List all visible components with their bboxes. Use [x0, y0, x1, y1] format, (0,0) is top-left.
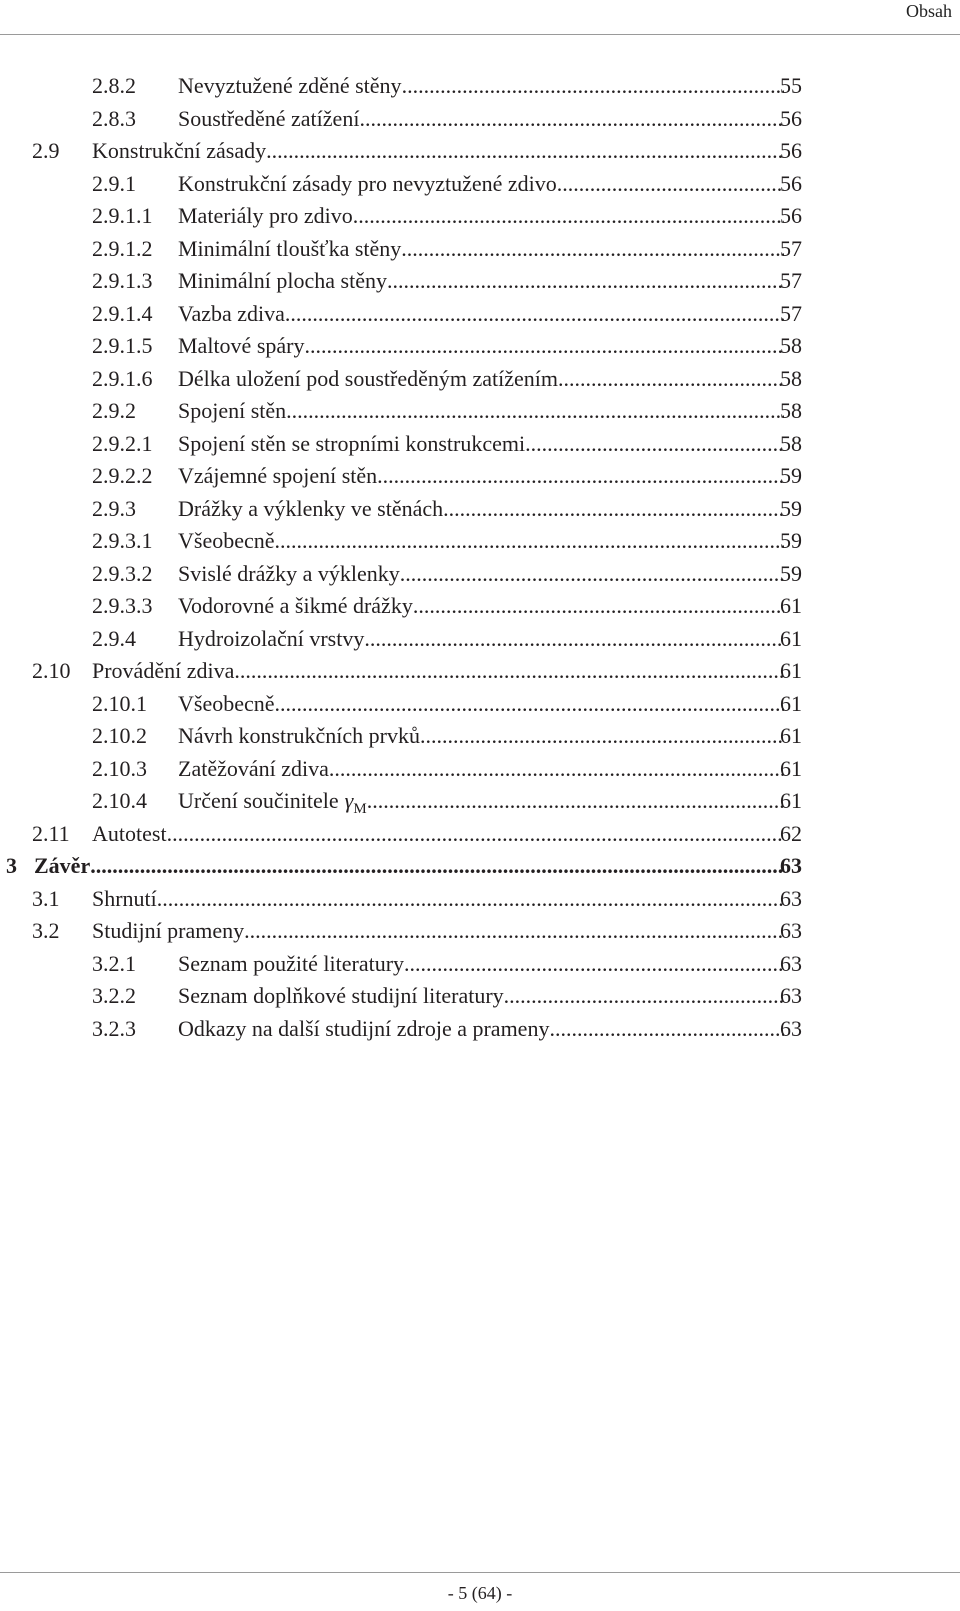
toc-entry-title: Drážky a výklenky ve stěnách: [178, 495, 444, 521]
toc-entry-page: 59: [780, 495, 802, 521]
toc-entry[interactable]: [0, 103, 960, 136]
toc-entry-number: 2.10: [32, 658, 71, 683]
toc-entry[interactable]: [0, 363, 960, 396]
toc-entry-title: Všeobecně: [178, 690, 275, 716]
toc-entry-title-wrap: [178, 428, 784, 461]
gamma-symbol: γ: [344, 788, 354, 813]
page-header: [0, 0, 960, 30]
toc-entry-symbol: [345, 785, 367, 821]
toc-entry-page: 55: [780, 73, 802, 98]
toc-entry-title: Spojení stěn: [178, 398, 287, 423]
toc-entry-title: Studijní prameny: [92, 918, 245, 943]
toc-entry[interactable]: [0, 525, 960, 558]
header-divider: [0, 34, 960, 35]
toc-entry-page: 61: [780, 788, 802, 813]
toc-leader-dots: [525, 428, 784, 461]
toc-leader-dots: [286, 395, 784, 428]
toc-entry[interactable]: [0, 948, 960, 981]
toc-entry-number: 2.9.1.5: [92, 333, 153, 358]
header-title: Obsah: [906, 1, 952, 21]
toc-entry-page: 59: [780, 528, 802, 553]
toc-leader-dots: [275, 525, 784, 558]
toc-entry-title: Závěr: [34, 853, 91, 878]
toc-entry-page: 57: [780, 235, 802, 261]
toc-entry-title: Konstrukční zásady: [92, 138, 267, 163]
toc-entry-page: 58: [780, 333, 802, 358]
toc-entry[interactable]: [0, 623, 960, 656]
toc-leader-dots: [234, 655, 784, 688]
toc-entry[interactable]: [0, 850, 960, 883]
toc-entry-page: 61: [780, 593, 802, 618]
toc-entry[interactable]: [0, 428, 960, 461]
toc-entry-number: 3: [6, 853, 17, 878]
toc-entry-page: 57: [780, 268, 802, 293]
toc-entry-title: Délka uložení pod soustředěným zatížením: [178, 365, 558, 391]
toc-entry-title: Odkazy na další studijní zdroje a prameny: [178, 1015, 550, 1041]
toc-entry-number: 2.9.1.1: [92, 203, 153, 228]
toc-entry-page: 61: [780, 755, 802, 781]
toc-leader-dots: [285, 298, 784, 331]
toc-entry-title: Vazba zdiva: [178, 300, 285, 326]
toc-entry-number: 2.9.1.6: [92, 365, 153, 391]
toc-entry[interactable]: [0, 1013, 960, 1046]
toc-entry-number: 2.10.4: [92, 788, 147, 813]
toc-entry-title-wrap: [178, 298, 784, 331]
toc-entry-title-wrap: [178, 525, 784, 558]
toc-entry-page: 56: [780, 170, 802, 196]
toc-entry-title: Autotest: [92, 820, 167, 846]
toc-entry[interactable]: [0, 915, 960, 948]
toc-entry-title: Všeobecně: [178, 528, 275, 553]
toc-entry-number: 2.9.4: [92, 625, 136, 651]
toc-entry[interactable]: [0, 558, 960, 591]
toc-entry-page: 63: [780, 918, 802, 943]
toc-entry[interactable]: [0, 135, 960, 168]
toc-entry-title-wrap: [178, 395, 784, 428]
toc-entry-page: 63: [780, 885, 802, 911]
toc-entry-number: 3.2.1: [92, 950, 136, 976]
toc-entry-page: 63: [780, 950, 802, 976]
toc-leader-dots: [157, 883, 784, 916]
toc-entry-number: 2.9.3.1: [92, 528, 153, 553]
toc-leader-dots: [275, 688, 784, 721]
toc-entry-page: 61: [780, 690, 802, 716]
toc-entry-number: 2.10.3: [92, 755, 147, 781]
toc-entry-number: 2.11: [32, 820, 70, 846]
toc-entry-title: Návrh konstrukčních prvků: [178, 723, 420, 748]
toc-entry[interactable]: [0, 818, 960, 851]
table-of-contents: [0, 70, 960, 1045]
toc-entry-title-wrap: [34, 850, 784, 883]
toc-entry[interactable]: [0, 70, 960, 103]
toc-leader-dots: [367, 785, 784, 821]
toc-leader-dots: [504, 980, 784, 1013]
toc-entry-number: 2.9.3.2: [92, 560, 153, 586]
toc-entry-title-wrap: [178, 70, 784, 103]
toc-entry-number: 2.9.1: [92, 170, 136, 196]
toc-entry[interactable]: [0, 493, 960, 526]
toc-entry-title-wrap: [178, 493, 784, 526]
toc-leader-dots: [90, 850, 784, 883]
toc-entry-number: 2.9.2.2: [92, 463, 153, 488]
toc-entry-title: Materiály pro zdivo: [178, 203, 353, 228]
toc-entry-title: Spojení stěn se stropními konstrukcemi: [178, 430, 526, 456]
toc-entry-title: Konstrukční zásady pro nevyztužené zdivo: [178, 170, 557, 196]
toc-entry-title: Minimální plocha stěny: [178, 268, 387, 293]
toc-entry-page: 63: [780, 983, 802, 1008]
toc-entry-title: Hydroizolační vrstvy: [178, 625, 365, 651]
toc-leader-dots: [353, 200, 784, 233]
toc-entry[interactable]: [0, 168, 960, 201]
toc-leader-dots: [401, 233, 784, 266]
toc-entry-page: 61: [780, 723, 802, 748]
toc-entry-title-wrap: [178, 103, 784, 136]
toc-entry-number: 3.2: [32, 918, 60, 943]
toc-entry[interactable]: [0, 590, 960, 623]
toc-entry-page: 57: [780, 300, 802, 326]
toc-entry[interactable]: [0, 980, 960, 1013]
toc-leader-dots: [420, 720, 784, 753]
toc-entry[interactable]: [0, 655, 960, 688]
toc-entry-number: 2.10.2: [92, 723, 147, 748]
toc-entry-number: 3.1: [32, 885, 60, 911]
toc-entry[interactable]: [0, 460, 960, 493]
toc-entry-title-wrap: [178, 363, 784, 396]
toc-entry-title: Vzájemné spojení stěn: [178, 463, 378, 488]
toc-entry-title-wrap: [92, 915, 784, 948]
toc-entry[interactable]: [0, 298, 960, 331]
toc-entry-title: Provádění zdiva: [92, 658, 235, 683]
toc-entry[interactable]: [0, 233, 960, 266]
toc-entry-title: Shrnutí: [92, 885, 157, 911]
toc-entry-title-wrap: [178, 688, 784, 721]
toc-leader-dots: [359, 103, 784, 136]
toc-entry-page: 56: [780, 138, 802, 163]
toc-entry[interactable]: [0, 753, 960, 786]
toc-entry-number: 2.8.2: [92, 73, 136, 98]
toc-leader-dots: [304, 330, 784, 363]
toc-entry-number: 2.9.3.3: [92, 593, 153, 618]
toc-leader-dots: [443, 493, 784, 526]
toc-entry-page: 63: [780, 1015, 802, 1041]
toc-leader-dots: [413, 590, 784, 623]
toc-entry[interactable]: [0, 785, 960, 818]
toc-entry-number: 2.9.2.1: [92, 430, 153, 456]
toc-entry-title-wrap: [178, 1013, 784, 1046]
toc-entry-title-wrap: [178, 200, 784, 233]
toc-entry-number: 2.10.1: [92, 690, 147, 716]
toc-leader-dots: [549, 1013, 784, 1046]
toc-entry-number: 2.9.1.4: [92, 300, 153, 326]
toc-entry-page: 56: [780, 105, 802, 131]
toc-entry-title-wrap: [178, 460, 784, 493]
toc-entry[interactable]: [0, 395, 960, 428]
toc-entry-title: Maltové spáry: [178, 333, 305, 358]
toc-entry-page: 59: [780, 560, 802, 586]
toc-entry-title: Seznam doplňkové studijní literatury: [178, 983, 504, 1008]
toc-entry-number: 2.9.3: [92, 495, 136, 521]
toc-leader-dots: [400, 558, 784, 591]
toc-entry[interactable]: [0, 330, 960, 363]
toc-leader-dots: [266, 135, 784, 168]
toc-entry-page: 58: [780, 430, 802, 456]
toc-entry-title-wrap: [178, 233, 784, 266]
toc-entry-title-wrap: [178, 785, 784, 821]
toc-entry[interactable]: [0, 688, 960, 721]
footer-divider: [0, 1572, 960, 1573]
toc-leader-dots: [558, 363, 784, 396]
toc-leader-dots: [377, 460, 784, 493]
toc-entry-page: 61: [780, 658, 802, 683]
toc-leader-dots: [364, 623, 784, 656]
toc-entry-number: 2.9: [32, 138, 60, 163]
toc-leader-dots: [402, 70, 784, 103]
page-number: - 5 (64) -: [447, 1583, 513, 1603]
toc-entry-title: Minimální tloušťka stěny: [178, 235, 402, 261]
toc-entry-title: Seznam použité literatury: [178, 950, 405, 976]
toc-entry[interactable]: [0, 200, 960, 233]
toc-entry-page: 58: [780, 365, 802, 391]
toc-entry-page: 62: [780, 820, 802, 846]
toc-entry-number: 2.9.1.3: [92, 268, 153, 293]
toc-entry-title-wrap: [178, 558, 784, 591]
toc-leader-dots: [329, 753, 784, 786]
toc-entry[interactable]: [0, 265, 960, 298]
toc-entry-title-wrap: [178, 753, 784, 786]
toc-entry-title: Nevyztužené zděné stěny: [178, 73, 402, 98]
toc-entry-page: 61: [780, 625, 802, 651]
toc-entry-title-wrap: [178, 265, 784, 298]
toc-entry-number: 3.2.3: [92, 1015, 136, 1041]
toc-entry-title-wrap: [178, 720, 784, 753]
toc-leader-dots: [244, 915, 784, 948]
toc-entry-title: Zatěžování zdiva: [178, 755, 329, 781]
toc-entry-title-wrap: [178, 980, 784, 1013]
toc-entry-title-wrap: [92, 655, 784, 688]
toc-entry-number: 2.8.3: [92, 105, 136, 131]
toc-entry-page: 63: [780, 853, 802, 878]
toc-entry-page: 56: [780, 203, 802, 228]
toc-leader-dots: [404, 948, 784, 981]
toc-entry-title-wrap: [92, 818, 784, 851]
toc-entry-title: Určení součinitele: [178, 788, 339, 813]
toc-entry-title-wrap: [178, 168, 784, 201]
toc-entry-title-wrap: [178, 590, 784, 623]
toc-entry-page: 58: [780, 398, 802, 423]
toc-leader-dots: [167, 818, 784, 851]
toc-entry-title-wrap: [178, 330, 784, 363]
toc-entry-number: 2.9.2: [92, 398, 136, 423]
toc-entry-page: 59: [780, 463, 802, 488]
toc-entry[interactable]: [0, 720, 960, 753]
toc-leader-dots: [387, 265, 784, 298]
toc-entry-title: Vodorovné a šikmé drážky: [178, 593, 413, 618]
symbol-subscript: M: [353, 801, 367, 817]
toc-entry-title: Soustředěné zatížení: [178, 105, 360, 131]
toc-entry-title: Svislé drážky a výklenky: [178, 560, 400, 586]
toc-entry-title-wrap: [178, 948, 784, 981]
toc-entry[interactable]: [0, 883, 960, 916]
toc-entry-title-wrap: [92, 135, 784, 168]
toc-leader-dots: [557, 168, 784, 201]
toc-entry-number: 2.9.1.2: [92, 235, 153, 261]
toc-entry-title-wrap: [178, 623, 784, 656]
toc-entry-number: 3.2.2: [92, 983, 136, 1008]
toc-entry-title-wrap: [92, 883, 784, 916]
